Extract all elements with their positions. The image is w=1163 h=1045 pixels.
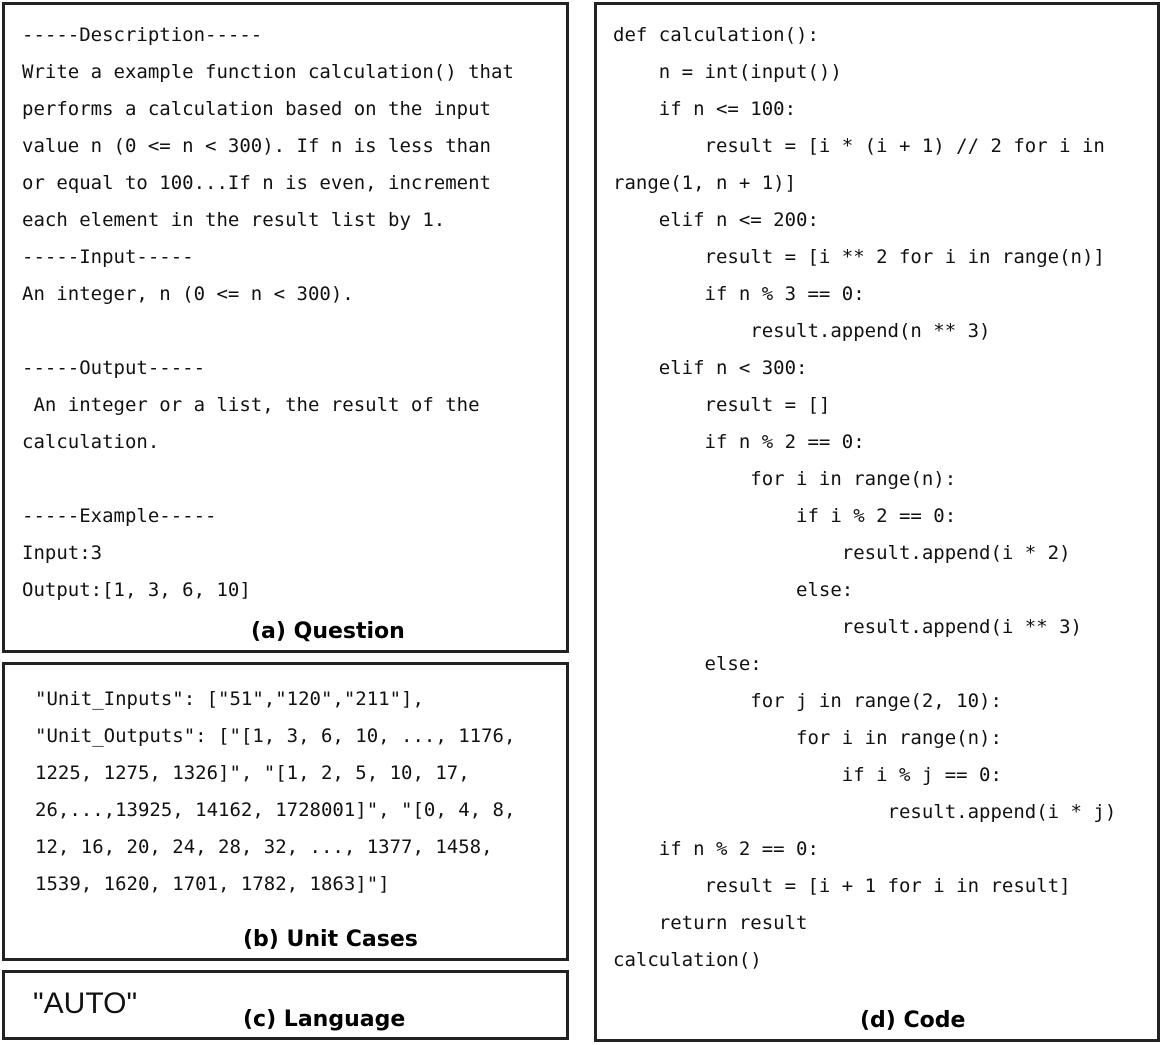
code-line: def calculation(): [613,24,819,46]
question-line: performs a calculation based on the input [22,98,491,120]
unit-cases-line: 1539, 1620, 1701, 1782, 1863]"] [35,873,390,895]
code-text [613,17,1117,971]
code-line: return result [613,912,808,934]
code-line: result.append(i ** 3) [613,616,1082,638]
unit-cases-line: 1225, 1275, 1326]", "[1, 2, 5, 10, 17, [35,762,470,784]
question-line: -----Input----- [22,246,194,268]
unit-cases-line: 26,...,13925, 14162, 1728001]", "[0, 4, 8, [35,799,516,821]
question-panel [2,2,569,653]
question-line: Input:3 [22,542,103,564]
code-line: result = [] [613,394,831,416]
code-line: if n % 3 == 0: [613,283,865,305]
code-line: elif n < 300: [613,357,808,379]
question-line: -----Output----- [22,357,206,379]
code-caption: (d) Code [860,1008,966,1033]
question-line: -----Example----- [22,505,217,527]
question-line: value n (0 <= n < 300). If n is less than [22,135,491,157]
code-line: for j in range(2, 10): [613,690,1002,712]
code-line: if n % 2 == 0: [613,431,865,453]
language-panel [2,970,569,1040]
language-caption: (c) Language [243,1007,406,1032]
question-line: An integer, n (0 <= n < 300). [22,283,354,305]
code-line: n = int(input()) [613,61,842,83]
code-line: elif n <= 200: [613,209,819,231]
code-line: if i % j == 0: [613,764,1002,786]
question-text [22,17,514,601]
question-line: calculation. [22,431,160,453]
code-line: result.append(n ** 3) [613,320,991,342]
question-line: or equal to 100...If n is even, increment [22,172,491,194]
unit-cases-caption: (b) Unit Cases [243,927,418,952]
question-line: -----Description----- [22,24,263,46]
code-line: else: [613,579,854,601]
question-line: each element in the result list by 1. [22,209,446,231]
language-value: "AUTO" [33,987,138,1020]
code-line: result.append(i * j) [613,801,1117,823]
code-line: for i in range(n): [613,468,957,490]
code-line: result = [i + 1 for i in result] [613,875,1071,897]
question-line: Output:[1, 3, 6, 10] [22,579,251,601]
unit-cases-line: "Unit_Inputs": ["51","120","211"], [35,688,424,710]
code-line: if n % 2 == 0: [613,838,819,860]
code-panel [594,2,1160,1042]
code-line: else: [613,653,762,675]
code-line: range(1, n + 1)] [613,172,797,194]
unit-cases-text [35,681,516,895]
code-line: result.append(i * 2) [613,542,1071,564]
code-line: if i % 2 == 0: [613,505,957,527]
question-line: An integer or a list, the result of the [22,394,480,416]
code-line: if n <= 100: [613,98,797,120]
code-line: result = [i ** 2 for i in range(n)] [613,246,1105,268]
unit-cases-line: 12, 16, 20, 24, 28, 32, ..., 1377, 1458, [35,836,493,858]
question-caption: (a) Question [251,619,405,644]
code-line: for i in range(n): [613,727,1002,749]
unit-cases-line: "Unit_Outputs": ["[1, 3, 6, 10, ..., 1176, [35,725,516,747]
code-line: calculation() [613,949,762,971]
unit-cases-panel [2,662,569,961]
code-line: result = [i * (i + 1) // 2 for i in [613,135,1105,157]
question-line: Write a example function calculation() that [22,61,514,83]
